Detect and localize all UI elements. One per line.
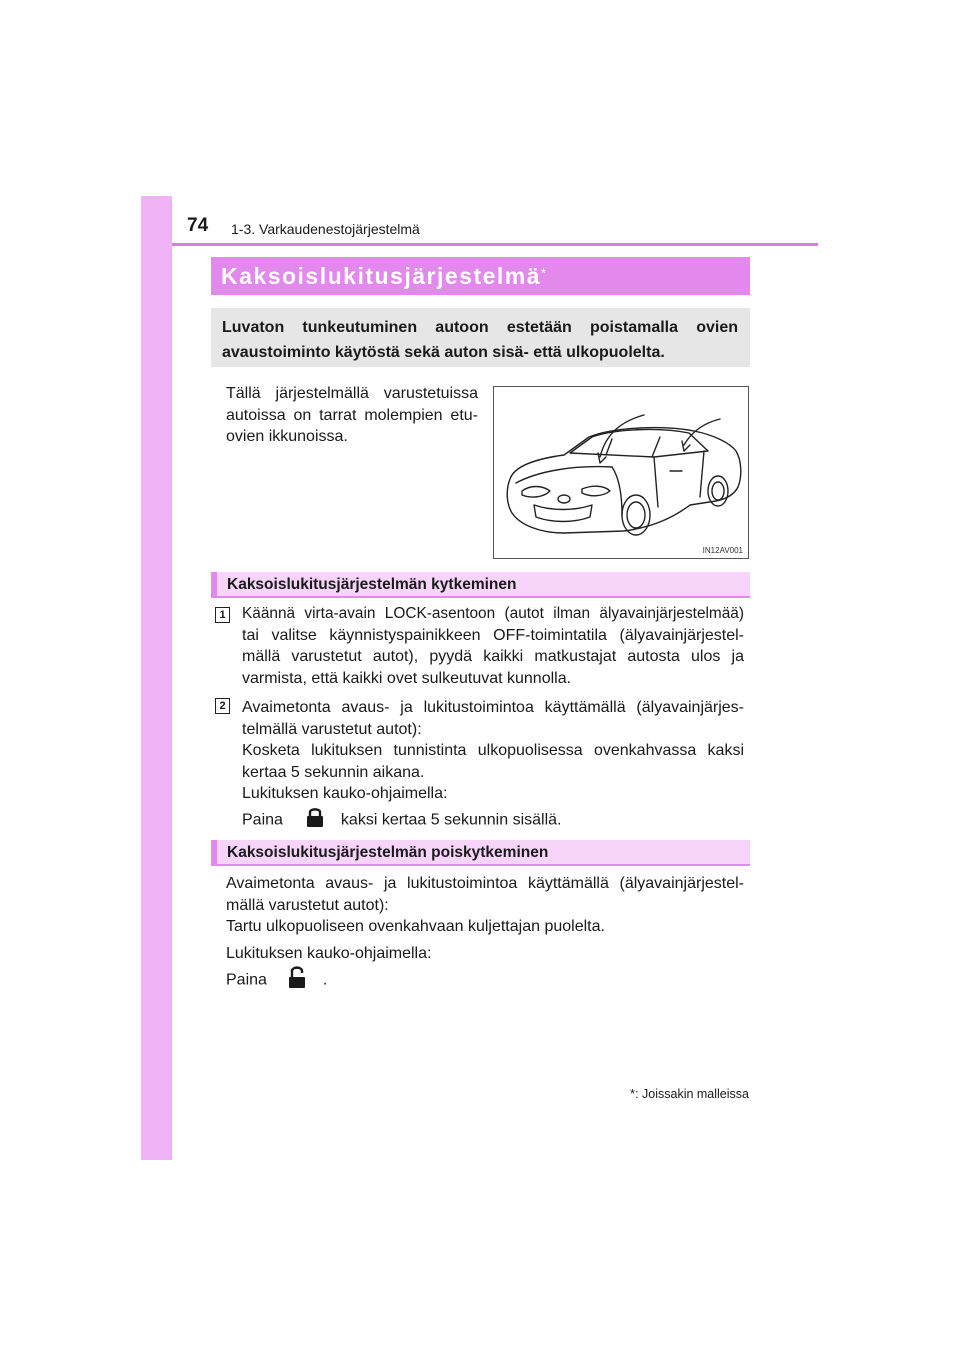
step-number-2: 2: [215, 698, 230, 714]
step-line: Käännä virta-avain LOCK-asentoon (autot ilman älyavainjärjestelmää): [242, 605, 744, 622]
body-line: Tällä järjestelmällä varustetuissa: [226, 385, 478, 402]
page-title: Kaksoislukitusjärjestelmä: [221, 263, 542, 289]
step-line: Avaimetonta avaus- ja lukitustoimintoa käyttämällä (älyavainjärjes-: [242, 699, 744, 716]
press-label: Paina: [242, 810, 283, 828]
chapter-sidebar-tab: [141, 196, 172, 1160]
body-line: Lukituksen kauko-ohjaimella:: [226, 945, 432, 962]
step-line: mällä varustetut autot), pyydä kaikki matkustajat autosta ulos ja: [242, 648, 744, 665]
step-line: Lukituksen kauko-ohjaimella:: [242, 785, 448, 802]
car-drawing: [494, 387, 748, 558]
step-line: Kosketa lukituksen tunnistinta ulkopuolisessa ovenkahvassa kaksi: [242, 742, 744, 759]
lock-icon: [305, 806, 325, 835]
step-number-1: 1: [215, 607, 230, 623]
press-label: Paina: [226, 970, 267, 988]
step-1-text: [242, 603, 744, 689]
body-line: autoissa on tarrat molempien etu-: [226, 406, 478, 424]
footnote: [630, 1086, 749, 1101]
deactivate-paragraph-2: [226, 943, 744, 995]
step-line: kertaa 5 sekunnin aikana.: [242, 763, 425, 781]
step-line: varmista, että kaikki ovet sulkeutuvat kunnolla.: [242, 669, 572, 687]
press-suffix: .: [322, 970, 328, 988]
body-line: Tartu ulkopuoliseen ovenkahvaan kuljettajan puolelta.: [226, 918, 605, 935]
body-line: mällä varustetut autot):: [226, 896, 389, 914]
car-illustration: [493, 386, 749, 559]
figure-code: IN12AV001: [702, 546, 743, 555]
intro-box: Luvaton tunkeutuminen autoon estetään poistamalla ovien avaustoiminto käytöstä sekä auton sisä- että ulkopuolelta.: [211, 308, 750, 367]
step-line: tai valitse käynnistyspainikkeen OFF-toimintatila (älyavainjärjestel-: [242, 626, 744, 644]
press-suffix: kaksi kertaa 5 sekunnin sisällä.: [340, 810, 562, 828]
unlock-press-line: [226, 965, 744, 996]
body-paragraph: [226, 383, 478, 448]
footnote-text: : Joissakin malleissa: [635, 1087, 749, 1101]
unlock-icon: [287, 965, 307, 996]
step-line: telmällä varustetut autot):: [242, 720, 422, 738]
subheading-deactivate: Kaksoislukitusjärjestelmän poiskytkeminen: [211, 840, 750, 866]
title-asterisk: *: [541, 265, 547, 281]
title-bar: [211, 257, 750, 295]
body-line: ovien ikkunoissa.: [226, 428, 348, 445]
step-press-line: [242, 806, 744, 835]
body-line: Avaimetonta avaus- ja lukitustoimintoa käyttämällä (älyavainjärjestel-: [226, 875, 744, 892]
deactivate-paragraph-1: [226, 873, 744, 938]
subheading-activate: Kaksoislukitusjärjestelmän kytkeminen: [211, 572, 750, 598]
footnote-asterisk: *: [630, 1086, 636, 1101]
section-heading: 1-3. Varkaudenestojärjestelmä: [231, 221, 420, 237]
header-rule: [172, 243, 818, 246]
step-2-text: [242, 697, 744, 834]
page-number: 74: [187, 215, 209, 236]
